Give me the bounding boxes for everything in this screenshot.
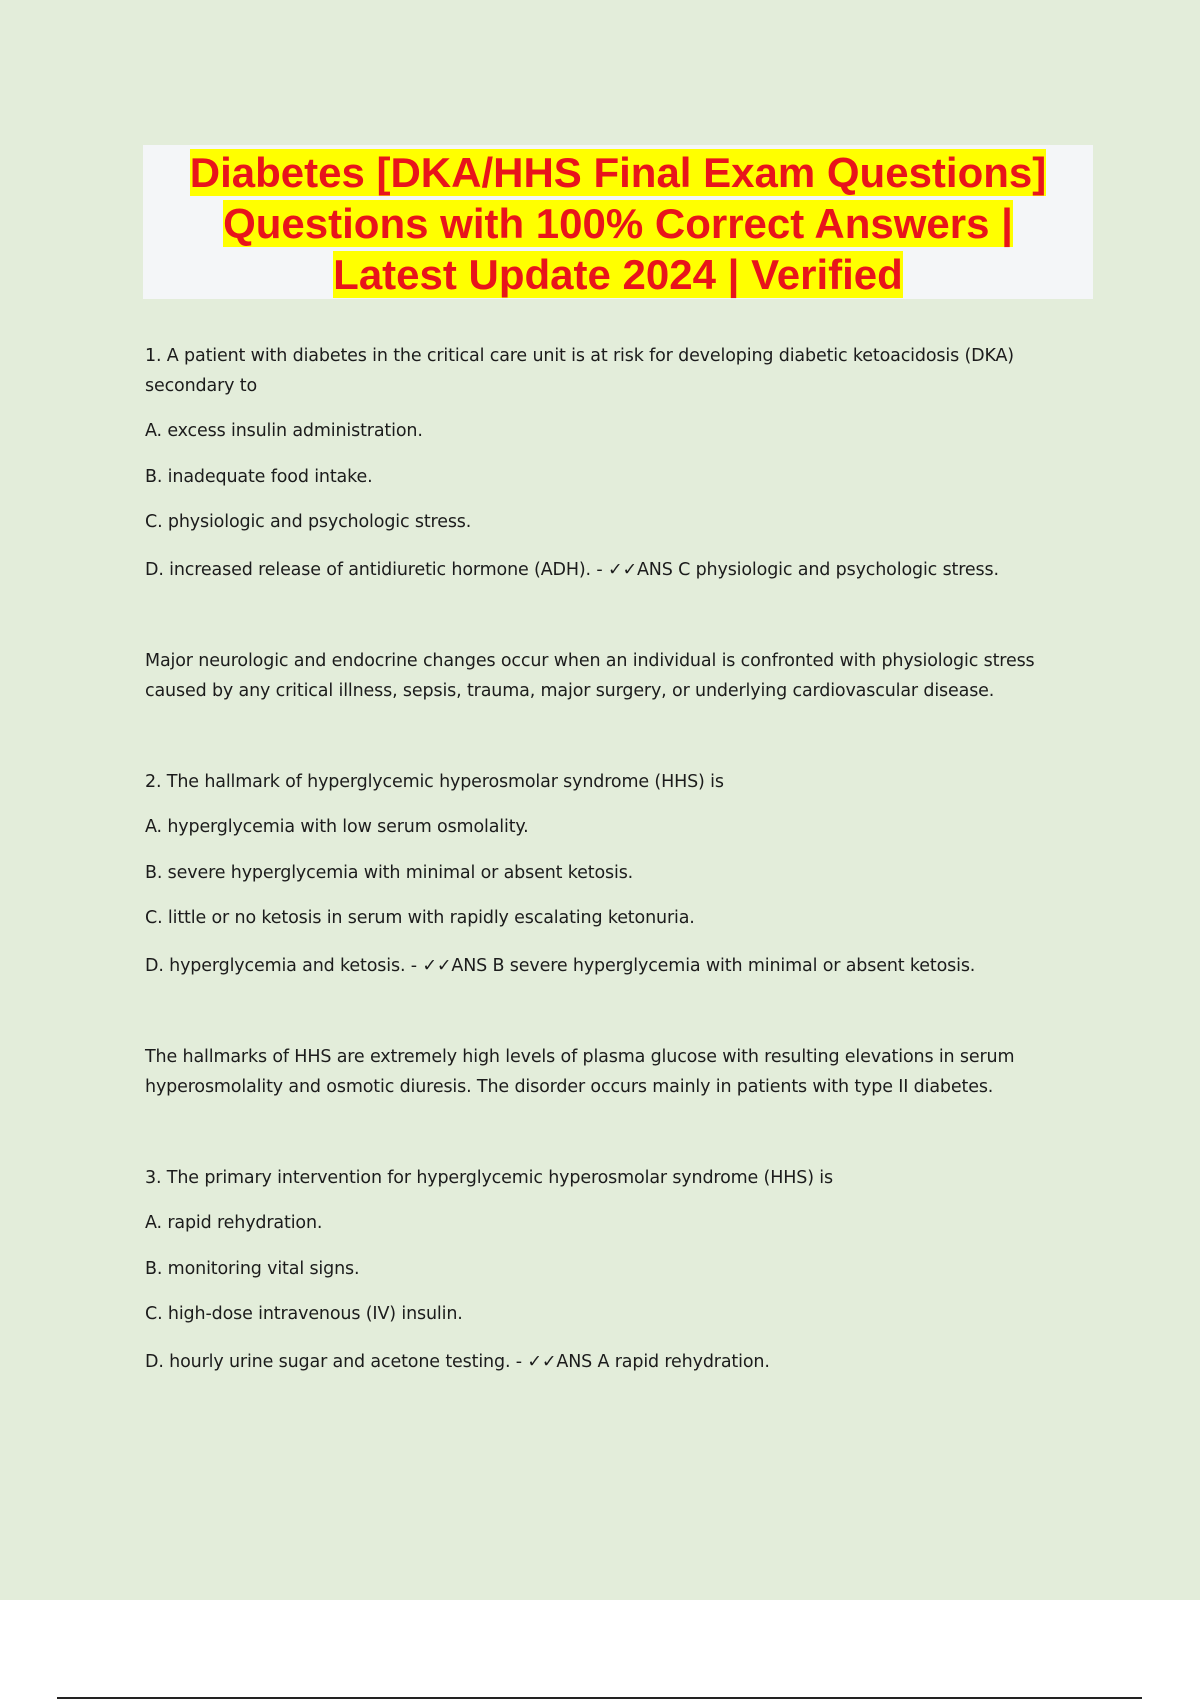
question-prompt: secondary to — [145, 376, 258, 396]
document-title — [143, 145, 1093, 299]
rationale-text: hyperosmolality and osmotic diuresis. The disorder occurs mainly in patients with type II diabetes. — [145, 1077, 994, 1097]
answer-option: A. excess insulin administration. — [145, 421, 423, 441]
answer-option: B. severe hyperglycemia with minimal or absent ketosis. — [145, 863, 634, 883]
answer-option: A. hyperglycemia with low serum osmolality. — [145, 817, 529, 837]
answer-option-with-key: D. hyperglycemia and ketosis. - ✓✓ANS B severe hyperglycemia with minimal or absent ketosis. — [145, 956, 976, 976]
footer-divider — [57, 1697, 1142, 1699]
rationale-text: caused by any critical illness, sepsis, trauma, major surgery, or underlying cardiovascular disease. — [145, 681, 995, 701]
answer-option: C. little or no ketosis in serum with rapidly escalating ketonuria. — [145, 908, 695, 928]
answer-option: B. monitoring vital signs. — [145, 1259, 360, 1279]
answer-option-with-key: D. increased release of antidiuretic hormone (ADH). - ✓✓ANS C physiologic and psychologic stress. — [145, 560, 999, 580]
title-line: Latest Update 2024 | Verified — [333, 251, 903, 298]
question-prompt: 2. The hallmark of hyperglycemic hyperosmolar syndrome (HHS) is — [145, 772, 724, 792]
answer-option: C. physiologic and psychologic stress. — [145, 512, 472, 532]
rationale-text: The hallmarks of HHS are extremely high levels of plasma glucose with resulting elevations in serum — [145, 1047, 1015, 1067]
question-prompt: 3. The primary intervention for hyperglycemic hyperosmolar syndrome (HHS) is — [145, 1168, 833, 1188]
answer-option: A. rapid rehydration. — [145, 1213, 323, 1233]
answer-option: C. high-dose intravenous (IV) insulin. — [145, 1304, 463, 1324]
rationale-text: Major neurologic and endocrine changes occur when an individual is confronted with physiologic stress — [145, 651, 1035, 671]
answer-option-with-key: D. hourly urine sugar and acetone testing. - ✓✓ANS A rapid rehydration. — [145, 1352, 770, 1372]
answer-option: B. inadequate food intake. — [145, 467, 373, 487]
title-line: Diabetes [DKA/HHS Final Exam Questions] — [189, 149, 1047, 196]
question-prompt: 1. A patient with diabetes in the critical care unit is at risk for developing diabetic ketoacidosis (DKA) — [145, 346, 1014, 366]
title-line: Questions with 100% Correct Answers | — [223, 200, 1013, 247]
